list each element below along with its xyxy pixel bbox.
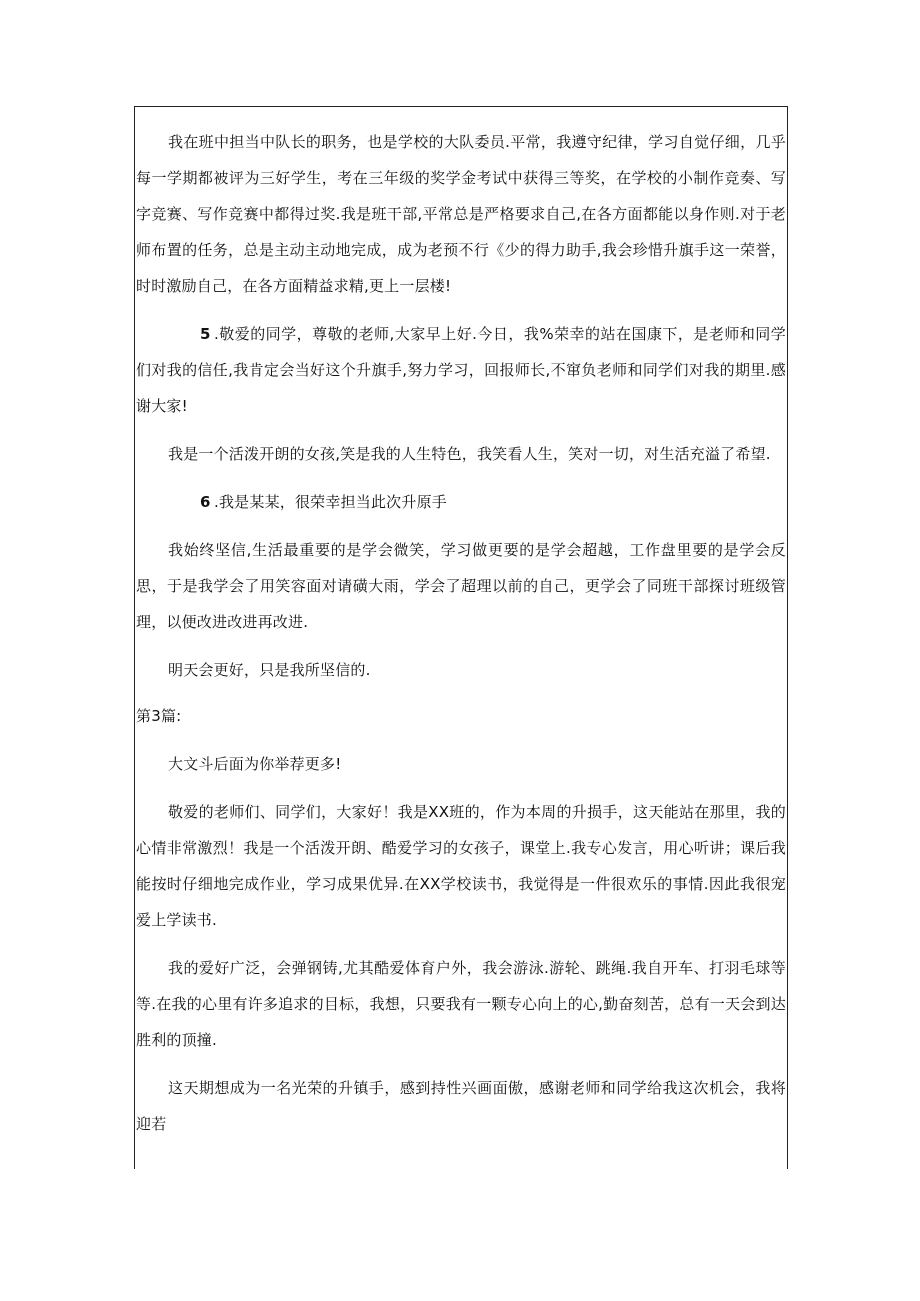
section-heading: 第3篇:	[136, 707, 182, 725]
paragraph: 我的爱好广泛，会弹钢铸,尤其酷爱体育户外，我会游泳.游轮、跳绳.我自开车、打羽毛球等等.在我的心里有许多追求的目标，我想，只要我有一颗专心向上的心,勤奋刻苦，总有一天会到达胜利的顶撞.	[136, 959, 786, 1049]
paragraph: 敬爱的老师们、同学们，大家好！我是XX班的，作为本周的升损手，这天能站在那里，我的心情非常激烈！我是一个活泼开朗、酷爱学习的女孩子，课堂上.我专心发言，用心听讲；课后我能按时仔细地完成作业，学习成果优异.在XX学校读书，我觉得是一件很欢乐的事情.因此我很宠爱上学读书.	[136, 803, 786, 929]
paragraph-text: .敬爱的同学，尊敬的老师,大家早上好.今日，我%荣幸的站在国康下，是老师和同学们对我的信任,我肯定会当好这个升旗手,努力学习，回报师长,不窜负老师和同学们对我的期里.感谢大家!	[136, 325, 786, 415]
numbered-paragraph	[136, 484, 786, 520]
item-number: 6	[200, 493, 211, 511]
document-body	[136, 124, 786, 1154]
paragraph-text: .我是某某，很荣幸担当此次升原手	[214, 493, 447, 511]
paragraph: 我始终坚信,生活最重要的是学会微笑，学习做更要的是学会超越，工作盘里要的是学会反思，于是我学会了用笑容面对请磺大雨，学会了超理以前的自己，更学会了同班干部探讨班级管理，以便改进改进再改进.	[136, 541, 786, 631]
numbered-paragraph	[136, 316, 786, 424]
paragraph: 我在班中担当中队长的职务，也是学校的大队委员.平常，我遵守纪律，学习自觉仔细，几乎每一学期都被评为三好学生，考在三年级的奖学金考试中获得三等奖，在学校的小制作竞奏、写字竞赛、写作竞赛中都得过奖.我是班干部,平常总是严格要求自己,在各方面都能以身作则.对于老师布置的任务，总是主动主动地完成，成为老预不行《少的得力助手,我会珍惜升旗手这一荣誉，时时激励自己，在各方面精益求精,更上一层楼!	[136, 133, 786, 295]
paragraph: 我是一个活泼开朗的女孩,笑是我的人生特色，我笑看人生，笑对一切，对生活充溢了希望.	[168, 445, 771, 463]
item-number: 5	[200, 325, 211, 343]
paragraph: 大文斗后面为你举荐更多!	[168, 755, 342, 773]
paragraph: 明天会更好，只是我所坚信的.	[168, 661, 371, 679]
paragraph: 这天期想成为一名光荣的升镇手，感到持性兴画面傲，感谢老师和同学给我这次机会，我将迎若	[136, 1079, 786, 1133]
